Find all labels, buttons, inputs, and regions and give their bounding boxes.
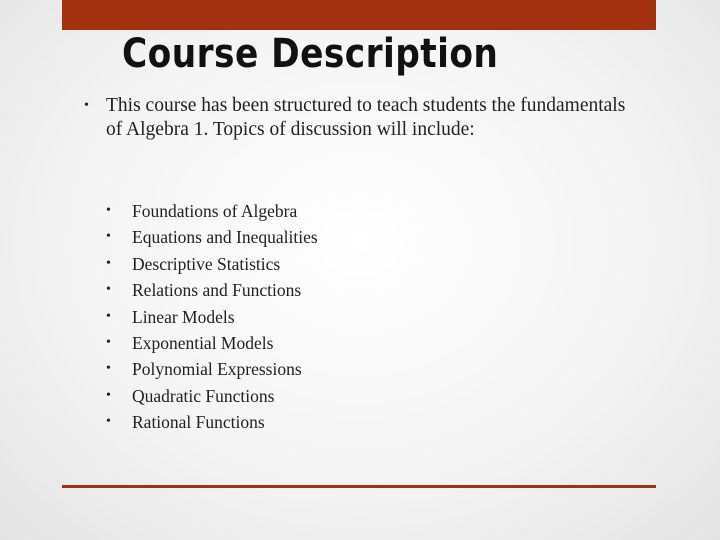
topic-item (106, 251, 318, 277)
topic-bullet: • (106, 229, 111, 245)
topic-label: Foundations of Algebra (132, 201, 298, 221)
top-accent-bar (62, 0, 656, 30)
intro-paragraph (84, 94, 644, 142)
topic-label: Rational Functions (132, 412, 265, 433)
topic-label: Exponential Models (132, 332, 274, 353)
topic-item (106, 277, 318, 303)
topic-item (106, 409, 318, 435)
topic-bullet: • (106, 361, 111, 377)
topic-label: Polynomial Expressions (132, 359, 302, 380)
topic-bullet: • (106, 334, 111, 350)
intro-text: This course has been structured to teach students the fundamentals of Algebra 1. Topics of discussion will include: (106, 95, 626, 140)
topic-label: Descriptive Statistics (132, 253, 281, 274)
slide-title: Course Description (122, 31, 499, 77)
topic-item (106, 224, 318, 250)
topic-label: Relations and Functions (132, 280, 302, 301)
topic-item (106, 383, 318, 409)
topic-label: Linear Models (132, 306, 235, 327)
topic-label: Equations and Inequalities (132, 227, 318, 248)
bottom-accent-rule (62, 485, 656, 488)
topic-label: Quadratic Functions (132, 385, 275, 406)
topic-bullet: • (106, 282, 111, 298)
topic-bullet: • (106, 414, 111, 430)
topic-item (106, 356, 318, 382)
topics-list (106, 198, 318, 436)
topic-bullet: • (106, 308, 111, 324)
topic-item (106, 198, 318, 224)
topic-item (106, 304, 318, 330)
intro-bullet: • (84, 98, 89, 113)
topic-bullet: • (106, 255, 111, 271)
topic-bullet: • (106, 387, 111, 403)
topic-bullet: • (106, 203, 111, 218)
topic-item (106, 330, 318, 356)
